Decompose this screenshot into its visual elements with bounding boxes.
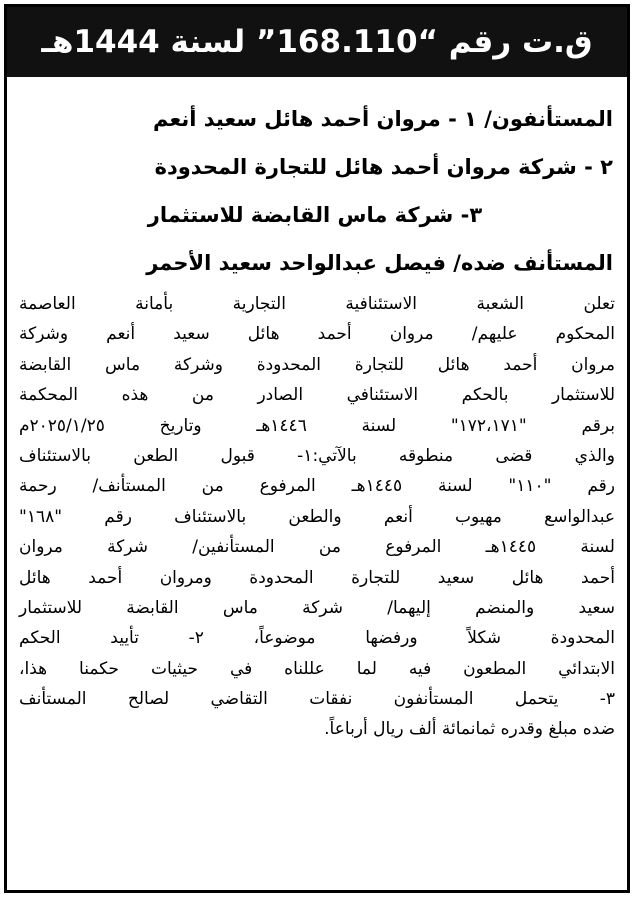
appellants-line-1: المستأنفون/ ١ - مروان أحمد هائل سعيد أنعم	[153, 107, 613, 131]
appellants-line-2: ٢ - شركة مروان أحمد هائل للتجارة المحدودة	[154, 155, 613, 179]
body-line: المحدودة شكلاً ورفضها موضوعاً، ٢- تأييد الحكم	[19, 628, 615, 649]
body-line: برقم "١٧٢،١٧١" لسنة ١٤٤٦هـ وتاريخ ٢٠٢٥/١/٢٥م	[19, 415, 615, 436]
appellants-line-3: ٣- شركة ماس القابضة للاستثمار	[147, 203, 483, 227]
body-line: لسنة ١٤٤٥هـ المرفوع من المستأنفين/ شركة مروان	[19, 537, 615, 558]
body-line: والذي قضى منطوقه بالآتي:١- قبول الطعن بالاستئناف	[19, 445, 615, 466]
body-line: ضده مبلغ وقدره ثمانمائة ألف ريال أرباعاً.	[324, 719, 615, 740]
body-line: مروان أحمد هائل للتجارة المحدودة وشركة ماس القابضة	[19, 354, 615, 375]
case-title: ق.ت رقم “168.110” لسنة 1444هـ	[7, 7, 627, 77]
legal-notice	[4, 4, 630, 893]
body-line: رقم "١١٠" لسنة ١٤٤٥هـ المرفوع من المستأنف/ رحمة	[19, 476, 615, 497]
body-line: تعلن الشعبة الاستئنافية التجارية بأمانة العاصمة	[19, 294, 615, 314]
body-line: للاستثمار بالحكم الاستئنافي الصادر من هذه المحكمة	[19, 385, 615, 406]
body-line: سعيد والمنضم إليهما/ شركة ماس القابضة للاستثمار	[19, 597, 615, 618]
body-line: المحكوم عليهم/ مروان أحمد هائل سعيد أنعم وشركة	[19, 324, 615, 345]
parties-section	[7, 77, 627, 287]
body-line: أحمد هائل سعيد للتجارة المحدودة ومروان أحمد هائل	[19, 567, 615, 588]
body-line: ٣- يتحمل المستأنفون نفقات التقاضي لصالح المستأنف	[19, 689, 615, 710]
respondent-line: المستأنف ضده/ فيصل عبدالواحد سعيد الأحمر	[146, 251, 613, 275]
notice-body	[7, 287, 627, 745]
body-line: عبدالواسع مهيوب أنعم والطعن بالاستئناف رقم "١٦٨"	[19, 506, 615, 527]
body-line: الابتدائي المطعون فيه لما عللناه في حيثيات حكمنا هذا،	[19, 658, 615, 679]
